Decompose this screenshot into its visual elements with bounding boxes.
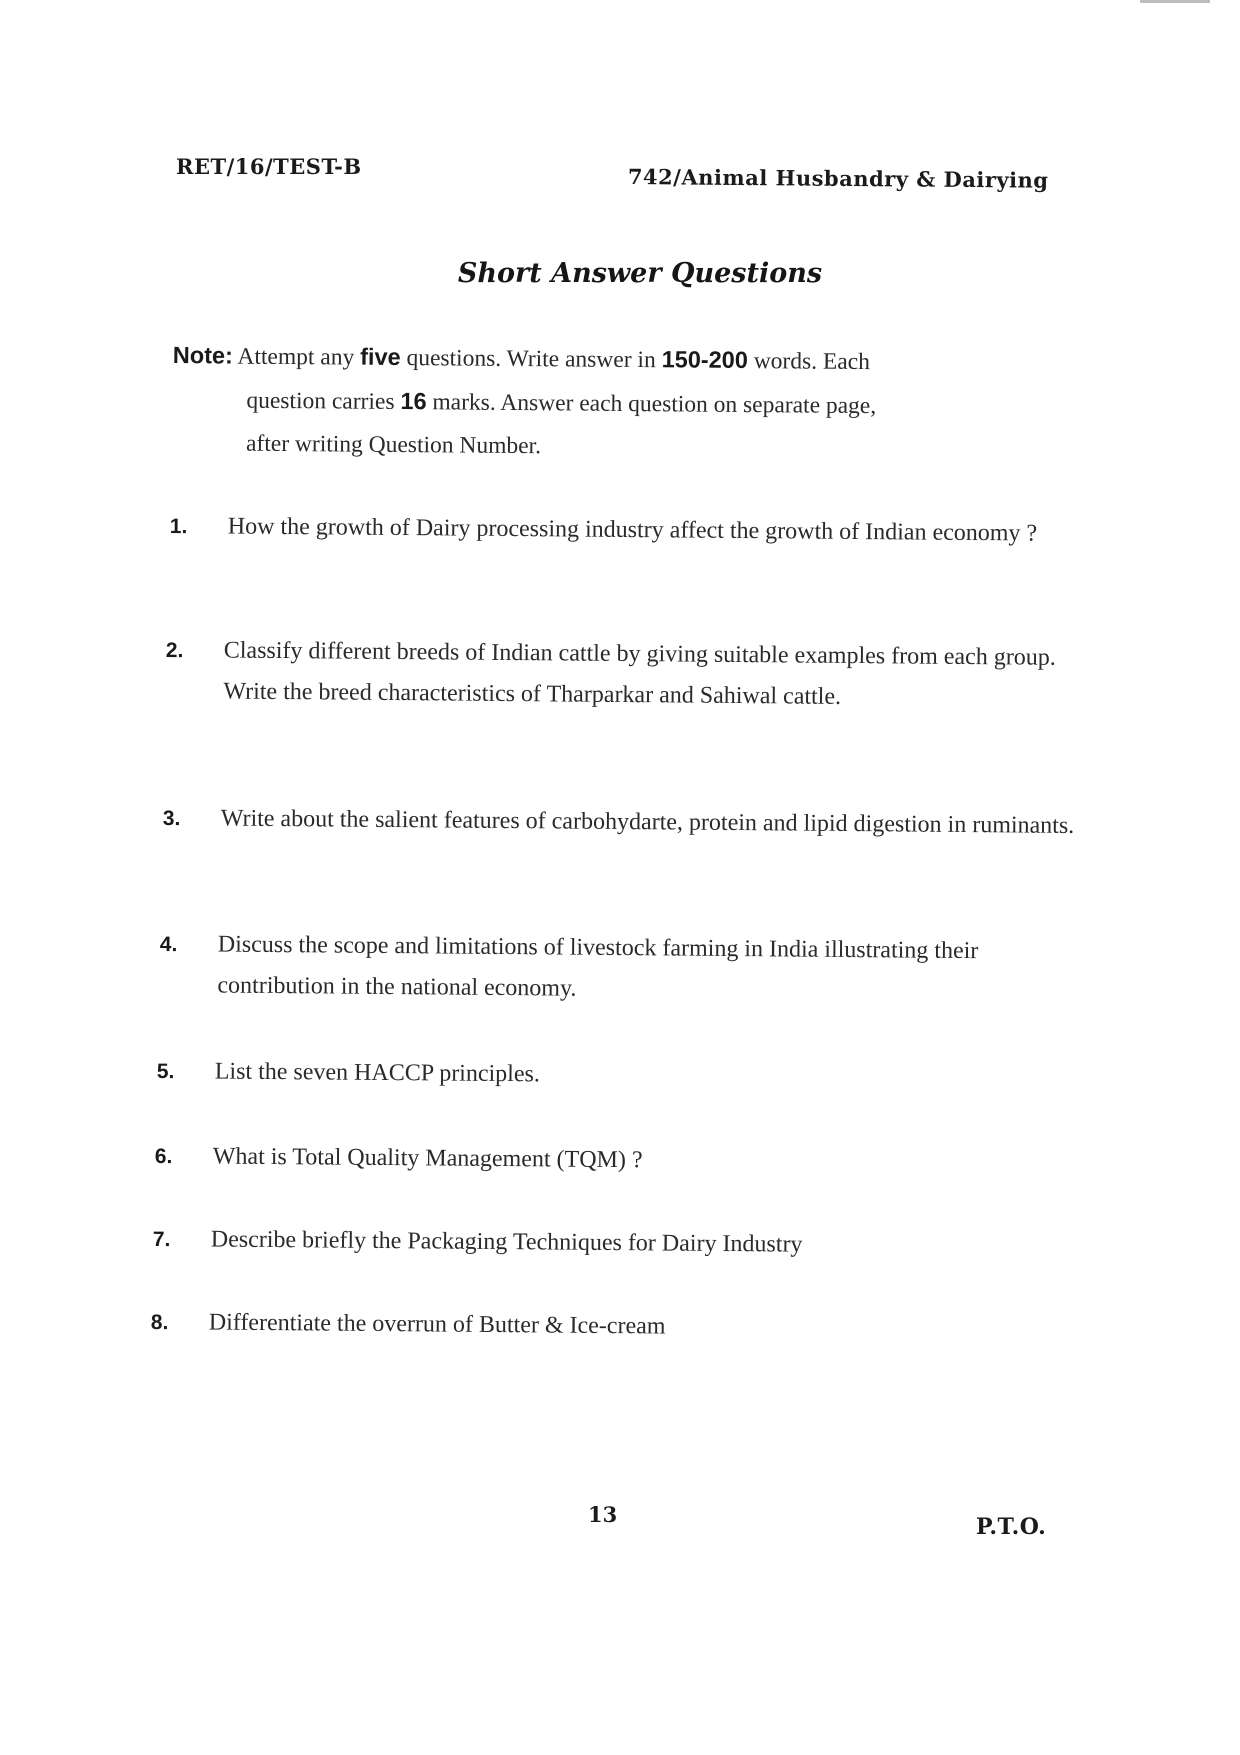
question-number: 1.	[169, 514, 188, 539]
question-text: Discuss the scope and limitations of livestock farming in India illustrating their contribution in the national economy.	[217, 931, 979, 1002]
note-line-3: after writing Question Number.	[245, 430, 542, 460]
note-text-3: words. Each	[753, 348, 871, 376]
question-text: Describe briefly the Packaging Techniques for Dairy Industry	[210, 1226, 803, 1258]
question-item	[165, 630, 1084, 720]
note-label: Note:	[172, 341, 233, 369]
question-text: Differentiate the overrun of Butter & Ice-cream	[208, 1309, 666, 1340]
note-text-2: questions. Write answer in	[406, 345, 656, 374]
question-number: 7.	[152, 1227, 171, 1252]
note-text-1: Attempt any	[237, 343, 355, 371]
question-item	[157, 1051, 1075, 1100]
note-five: five	[360, 343, 401, 370]
note-marks: 16	[400, 387, 427, 415]
note-text-5: marks. Answer each question on separate page,	[432, 389, 877, 420]
subject-title: 742/Animal Husbandry & Dairying	[627, 164, 1049, 193]
note-text-4: question carries	[246, 387, 395, 415]
question-text: List the seven HACCP principles.	[214, 1058, 541, 1088]
note-word-range: 150-200	[661, 346, 749, 374]
instructions-note	[172, 334, 1093, 473]
question-number: 8.	[150, 1310, 169, 1335]
question-number: 3.	[162, 806, 181, 831]
question-item	[153, 1219, 1071, 1268]
question-text: Classify different breeds of Indian cattle by giving suitable examples from each group. Write the breed characteristics of Tharparkar and Sahiwal cattle.	[223, 637, 1056, 710]
scan-corner-mark	[1140, 0, 1210, 9]
question-item	[159, 924, 1078, 1014]
question-text: What is Total Quality Management (TQM) ?	[212, 1143, 643, 1174]
question-number: 5.	[156, 1059, 175, 1084]
page-number: 13	[588, 1502, 618, 1527]
question-number: 2.	[165, 638, 184, 663]
question-item	[170, 506, 1088, 555]
pto-marker: P.T.O.	[976, 1514, 1047, 1540]
question-item	[155, 1136, 1073, 1185]
question-text: How the growth of Dairy processing industry affect the growth of Indian economy ?	[227, 513, 1038, 547]
question-text: Write about the salient features of carbohydarte, protein and lipid digestion in ruminants.	[220, 805, 1075, 839]
question-item	[163, 798, 1081, 847]
question-number: 6.	[154, 1144, 173, 1169]
question-number: 4.	[159, 932, 178, 957]
paper-code: RET/16/TEST-B	[176, 154, 362, 179]
section-title: Short Answer Questions	[457, 258, 823, 289]
question-item	[151, 1302, 1069, 1351]
